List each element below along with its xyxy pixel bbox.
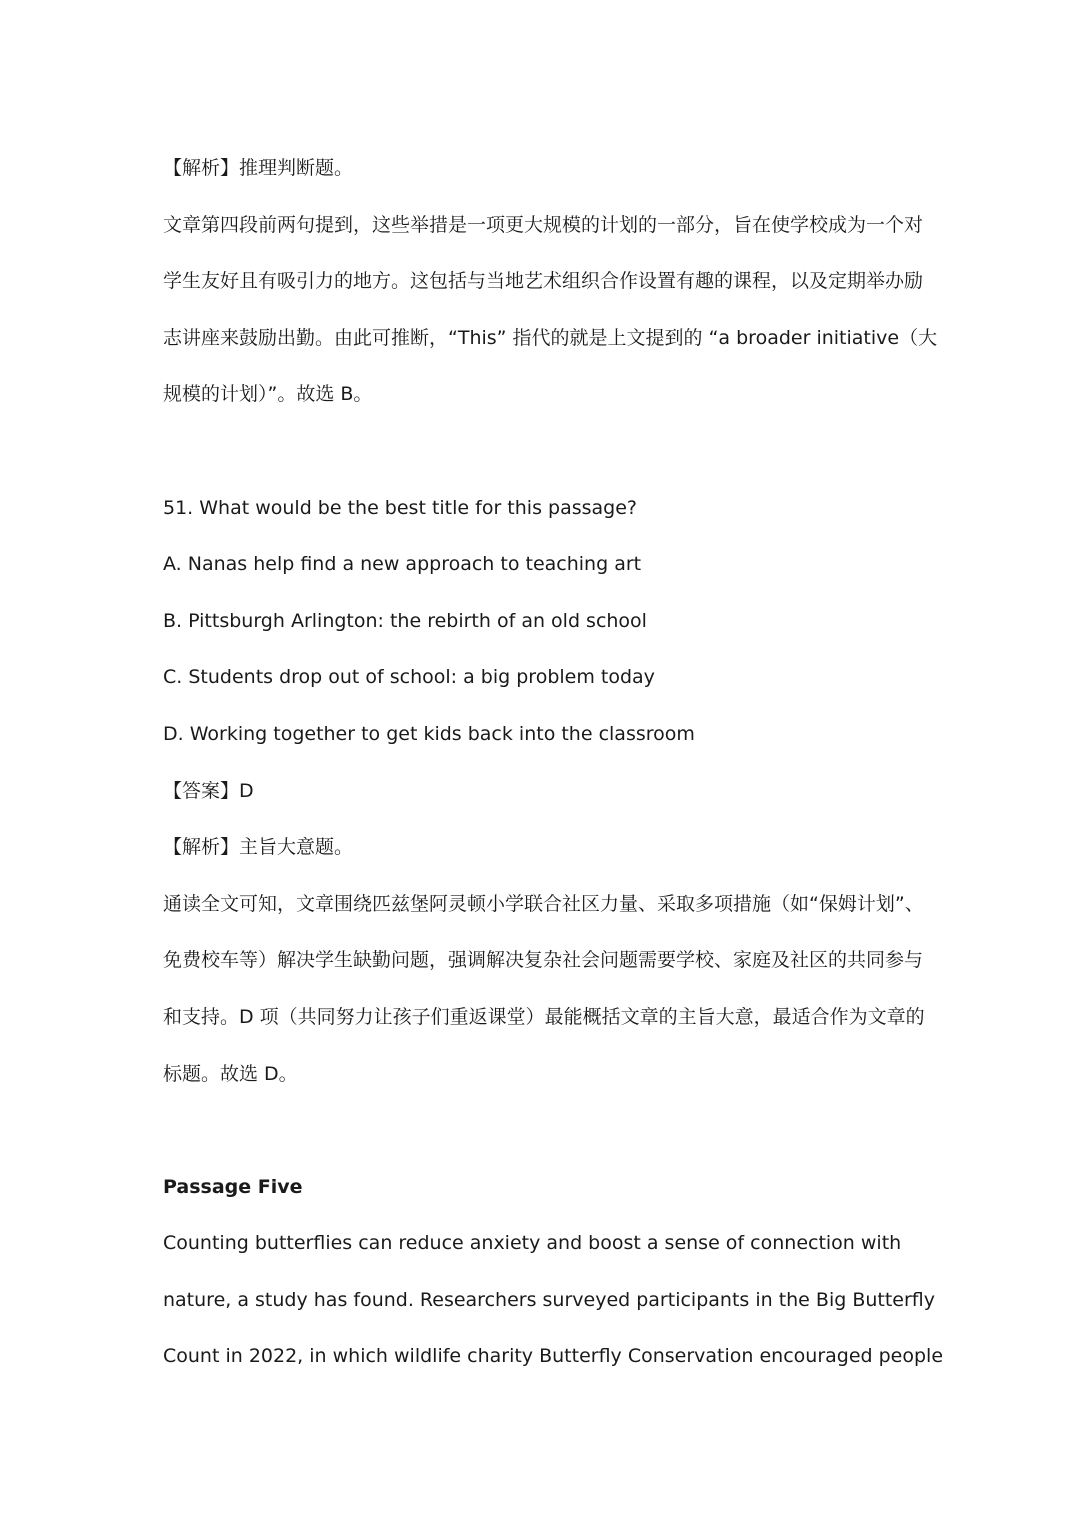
document-page xyxy=(163,140,944,1385)
passage-five-line: nature, a study has found. Researchers surveyed participants in the Big Butterfly xyxy=(163,1288,936,1311)
q50-analysis-line: 学生友好且有吸引力的地方。这包括与当地艺术组织合作设置有趣的课程，以及定期举办励 xyxy=(163,270,924,293)
spacer xyxy=(163,1102,923,1159)
q51-option-d: D. Working together to get kids back into the classroom xyxy=(163,722,695,745)
q51-option-c: C. Students drop out of school: a big problem today xyxy=(163,666,655,689)
spacer xyxy=(163,423,923,480)
q50-analysis-line: 志讲座来鼓励出勤。由此可推断，“This” 指代的就是上文提到的 “a broader initiative（大 xyxy=(163,326,938,349)
q51-answer: 【答案】D xyxy=(163,779,254,802)
q50-analysis-label: 【解析】推理判断题。 xyxy=(163,157,354,179)
q51-analysis-line: 通读全文可知，文章围绕匹兹堡阿灵顿小学联合社区力量、采取多项措施（如“保姆计划”、 xyxy=(163,892,924,915)
q51-option-a: A. Nanas help find a new approach to teaching art xyxy=(163,553,642,576)
q51-option-b: B. Pittsburgh Arlington: the rebirth of an old school xyxy=(163,609,647,632)
q50-analysis-line: 文章第四段前两句提到，这些举措是一项更大规模的计划的一部分，旨在使学校成为一个对 xyxy=(163,213,924,236)
q51-analysis-label: 【解析】主旨大意题。 xyxy=(163,836,354,859)
q51-analysis-line: 免费校车等）解决学生缺勤问题，强调解决复杂社会问题需要学校、家庭及社区的共同参与 xyxy=(163,949,924,972)
passage-five-line: Count in 2022, in which wildlife charity Butterfly Conservation encouraged people xyxy=(163,1345,944,1368)
passage-five-heading: Passage Five xyxy=(163,1175,303,1198)
q51-question: 51. What would be the best title for this passage? xyxy=(163,496,637,519)
q50-analysis-line: 规模的计划）”。故选 B。 xyxy=(163,383,373,406)
q51-analysis-line: 和支持。D 项（共同努力让孩子们重返课堂）最能概括文章的主旨大意，最适合作为文章的 xyxy=(163,1005,925,1028)
q51-analysis-line: 标题。故选 D。 xyxy=(163,1062,298,1085)
passage-five-line: Counting butterflies can reduce anxiety and boost a sense of connection with xyxy=(163,1232,902,1255)
